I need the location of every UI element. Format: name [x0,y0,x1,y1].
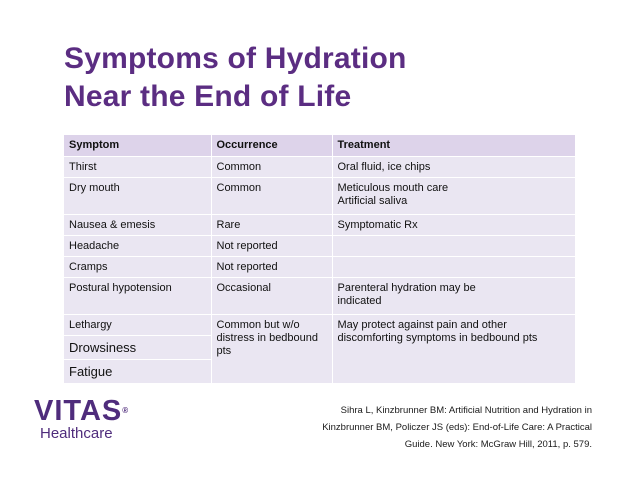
cell-occurrence: Occasional [211,278,332,315]
cell-treatment-line: Parenteral hydration may be [337,282,476,294]
citation-line-2: Kinzbrunner BM, Policzer JS (eds): End-of-Life Care: A Practical [322,422,592,433]
table-row [64,315,575,336]
table-header-row [64,135,575,157]
table-row [64,157,575,178]
table-row [64,215,575,236]
cell-treatment [332,257,575,278]
cell-symptom: Headache [64,236,211,257]
registered-mark: ® [122,406,130,415]
header-occurrence: Occurrence [211,135,332,157]
citation [278,402,592,453]
cell-treatment-line: Artificial saliva [337,195,408,207]
cell-treatment: May protect against pain and other discomforting symptoms in bedbound pts [332,315,575,384]
cell-treatment: Symptomatic Rx [332,215,575,236]
logo-subtitle: Healthcare [40,425,113,442]
logo-brand [34,396,129,426]
cell-symptom: Lethargy [64,315,211,336]
cell-treatment [332,178,575,215]
slide-title [64,40,407,116]
cell-occurrence: Common [211,178,332,215]
cell-symptom: Nausea & emesis [64,215,211,236]
header-symptom: Symptom [64,135,211,157]
cell-symptom: Drowsiness [64,336,211,360]
cell-treatment-line: Meticulous mouth care [337,182,449,194]
cell-symptom: Dry mouth [64,178,211,215]
cell-symptom: Postural hypotension [64,278,211,315]
table-row [64,178,575,215]
cell-occurrence: Not reported [211,236,332,257]
vitas-healthcare-logo [34,396,129,442]
cell-symptom: Thirst [64,157,211,178]
symptoms-table [64,135,575,384]
logo-brand-text: VITAS [34,395,123,427]
cell-symptom: Cramps [64,257,211,278]
citation-line-3: Guide. New York: McGraw Hill, 2011, p. 579. [404,439,592,450]
header-treatment: Treatment [332,135,575,157]
cell-occurrence: Rare [211,215,332,236]
cell-treatment-line: indicated [337,295,382,307]
slide-title-line-2: Near the End of Life [64,80,352,113]
table-row [64,236,575,257]
cell-treatment [332,236,575,257]
table-row [64,278,575,315]
cell-treatment [332,278,575,315]
citation-line-1: Sihra L, Kinzbrunner BM: Artificial Nutrition and Hydration in [340,405,592,416]
cell-occurrence: Common [211,157,332,178]
cell-symptom: Fatigue [64,360,211,384]
table-row [64,257,575,278]
cell-occurrence: Not reported [211,257,332,278]
cell-treatment: Oral fluid, ice chips [332,157,575,178]
cell-occurrence: Common but w/o distress in bedbound pts [211,315,332,384]
slide-title-line-1: Symptoms of Hydration [64,42,407,75]
